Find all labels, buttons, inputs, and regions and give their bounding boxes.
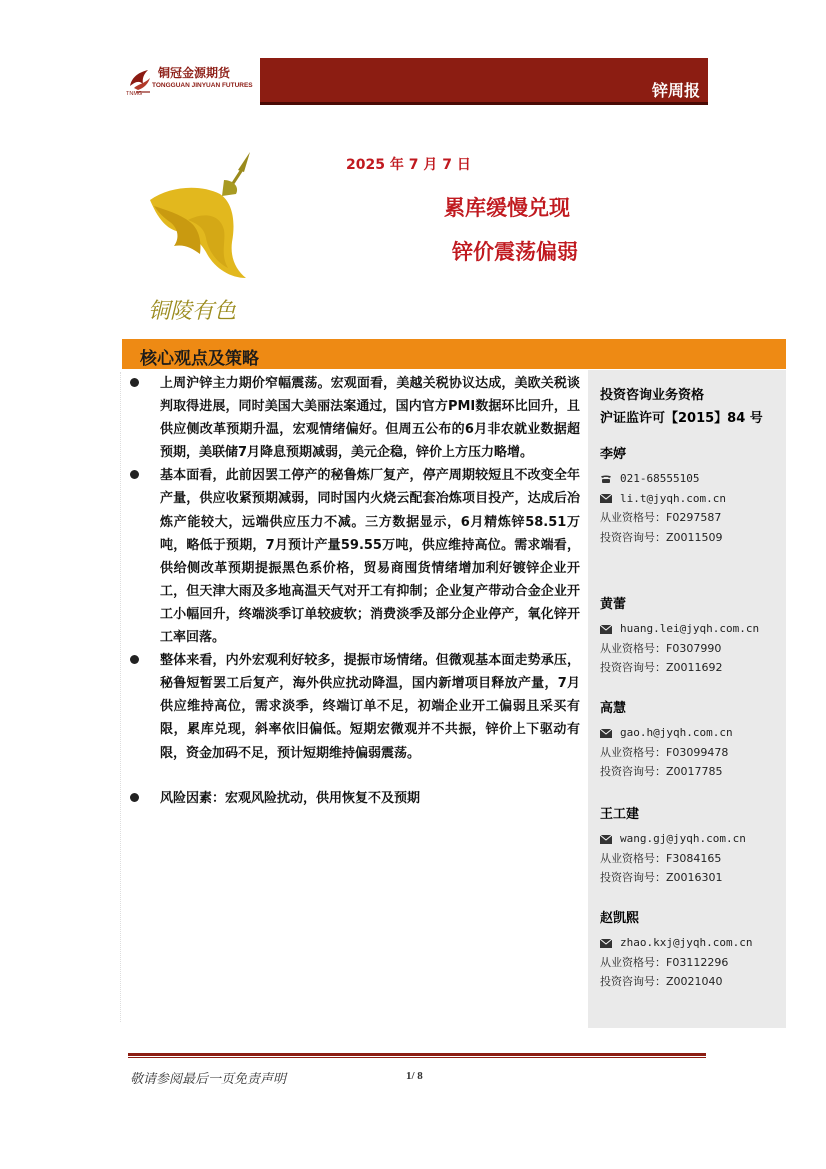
disclaimer-note: 敬请参阅最后一页免责声明 <box>130 1072 287 1087</box>
bullet-dot-icon <box>130 378 139 387</box>
logo-english-name: TONGGUAN JINYUAN FUTURES <box>152 82 253 89</box>
content-left-rule <box>120 372 121 1022</box>
email-link[interactable]: wang.gj@jyqh.com.cn <box>620 832 746 845</box>
analyst-email[interactable] <box>600 933 780 953</box>
footer-divider-thin <box>128 1057 706 1058</box>
analyst-card <box>600 700 780 782</box>
qualification-block <box>600 384 763 430</box>
analyst-consult-number: 投资咨询号：Z0011692 <box>600 661 723 674</box>
analyst-consult-number: 投资咨询号：Z0017785 <box>600 765 723 778</box>
section-header-bar <box>122 339 786 369</box>
email-link[interactable]: huang.lei@jyqh.com.cn <box>620 622 760 635</box>
mail-icon <box>600 625 612 634</box>
header-band <box>260 58 708 102</box>
analyst-cert-number: 从业资格号：F03112296 <box>600 955 729 969</box>
risk-factor-text: 风险因素：宏观风险扰动，供用恢复不及预期 <box>160 790 421 806</box>
analyst-card <box>600 446 780 547</box>
report-title-line-2: 锌价震荡偏弱 <box>452 240 578 264</box>
analyst-name: 赵凯熙 <box>600 911 640 926</box>
bullet-text: 上周沪锌主力期价窄幅震荡。宏观面看，美越关税协议达成，美欧关税谈判取得进展，同时美国大美丽法案通过，国内官方PMI数据环比回升，且供应侧改革预期升温，宏观情绪偏好。但周五公布的6月非农就业数据超预期，美联储7月降息预期减弱，美元企稳，锌价上方压力略增。 <box>160 376 580 461</box>
analyst-name: 王工建 <box>600 807 640 822</box>
bullet-dot-icon <box>130 793 139 802</box>
mail-icon <box>600 835 612 844</box>
bullet-text: 整体来看，内外宏观利好较多，提振市场情绪。但微观基本面走势承压，秘鲁短暂罢工后复产，海外供应扰动降温，国内新增项目释放产量，7月供应维持高位，需求淡季，终端订单不足，初端企业开工偏弱且采买有限，累库兑现，斜率依旧偏低。短期宏微观并不共振，锌价上下驱动有限，资金加码不足，预计短期维持偏弱震荡。 <box>160 653 580 761</box>
logo-chinese-name: 铜冠金源期货 <box>158 66 231 80</box>
analyst-email[interactable] <box>600 619 780 639</box>
page-number: 1/ 8 <box>406 1070 423 1082</box>
report-date: 2025 年 7 月 7 日 <box>346 157 471 173</box>
mail-icon <box>600 729 612 738</box>
analyst-card <box>600 596 780 678</box>
list-item <box>128 372 580 464</box>
analyst-consult-number: 投资咨询号：Z0011509 <box>600 530 723 544</box>
analyst-cert-number: 从业资格号：F3084165 <box>600 851 722 865</box>
section-title: 核心观点及策略 <box>140 349 259 369</box>
email-link[interactable]: gao.h@jyqh.com.cn <box>620 726 733 739</box>
email-link[interactable]: zhao.kxj@jyqh.com.cn <box>620 936 753 949</box>
analyst-sidebar <box>588 370 786 1028</box>
list-item <box>128 464 580 649</box>
analyst-consult-number: 投资咨询号：Z0016301 <box>600 871 723 884</box>
analyst-email[interactable] <box>600 489 780 509</box>
company-emblem <box>140 150 270 330</box>
analyst-name: 黄蕾 <box>600 597 627 612</box>
bullet-dot-icon <box>130 655 139 664</box>
logo-abbreviation: TNMG <box>126 91 143 97</box>
header-band-underline <box>260 102 708 105</box>
analyst-name: 高慧 <box>600 701 627 716</box>
phone-icon <box>600 474 612 484</box>
analyst-name: 李婷 <box>600 447 627 462</box>
email-link[interactable]: li.t@jyqh.com.cn <box>620 491 726 505</box>
emblem-icon <box>140 150 270 330</box>
analyst-consult-number: 投资咨询号：Z0021040 <box>600 975 723 988</box>
analyst-email[interactable] <box>600 723 780 743</box>
mail-icon <box>600 494 612 503</box>
bullet-text: 基本面看，此前因罢工停产的秘鲁炼厂复产，停产周期较短且不改变全年产量，供应收紧预期减弱，同时国内火烧云配套冶炼项目投产，达成后冶炼产能较大，远端供应压力不减。三方数据显示，6月精炼锌58.51万吨，略低于预期，7月预计产量59.55万吨，供应维持高位。需求端看，供给侧改革预期提振黑色系价格，贸易商囤货情绪增加利好镀锌企业开工，但天津大雨及多地高温天气对开工有抑制；企业复产带动合金企业开工小幅回升，终端淡季订单较疲软；消费淡季及部分企业停产，氧化锌开工率回落。 <box>160 468 580 646</box>
analyst-cert-number: 从业资格号：F03099478 <box>600 745 729 759</box>
analyst-cert-number: 从业资格号：F0307990 <box>600 641 722 655</box>
footer-divider <box>128 1053 706 1056</box>
core-views-content <box>128 372 580 810</box>
phone-number: 021-68555105 <box>620 472 700 485</box>
qualification-title: 投资咨询业务资格 <box>600 388 705 403</box>
report-type-label: 锌周报 <box>651 81 700 100</box>
analyst-phone <box>600 469 780 489</box>
license-number: 沪证监许可【2015】84 号 <box>600 411 763 426</box>
analyst-cert-number: 从业资格号：F0297587 <box>600 511 722 524</box>
report-header <box>122 58 708 102</box>
bullet-dot-icon <box>130 470 139 479</box>
report-title-line-1: 累库缓慢兑现 <box>444 196 570 220</box>
list-item <box>128 649 580 764</box>
analyst-email[interactable] <box>600 829 780 849</box>
emblem-caption: 铜陵有色 <box>148 299 237 324</box>
mail-icon <box>600 939 612 948</box>
analyst-card <box>600 910 780 992</box>
risk-factor-item <box>128 787 580 810</box>
company-logo <box>122 58 260 102</box>
analyst-card <box>600 806 780 888</box>
